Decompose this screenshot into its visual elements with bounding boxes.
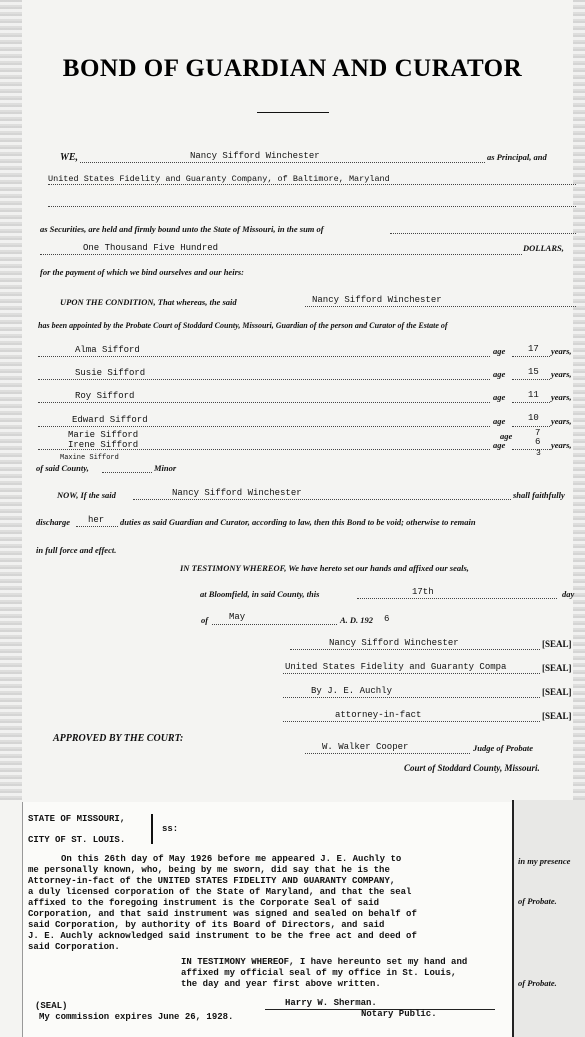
day-line [357,598,557,599]
judge-name: W. Walker Cooper [322,742,409,752]
side-note-1: in my presence [518,856,571,866]
notary-line-1: On this 26th day of May 1926 before me appeared J. E. Auchly to [61,854,402,864]
payment-clause: for the payment of which we bind ourselves and our heirs: [40,267,245,277]
notary-side-strip [512,800,585,1037]
dollars-label: DOLLARS, [523,243,564,253]
minor-line-3 [38,402,490,403]
notary-line-9: said Corporation. [28,942,120,952]
duties-clause: duties as said Guardian and Curator, according to law, then this Bond to be void; otherwise to remain [120,517,476,527]
signature-surety: United States Fidelity and Guaranty Compa [285,662,507,672]
minor-name-2: Susie Sifford [75,368,146,378]
side-note-3: of Probate. [518,978,557,988]
her-word: her [88,515,105,525]
minor-name-7: Maxine Sifford [60,454,119,462]
age-label-2: age [493,369,506,379]
notary-seal: (SEAL) [35,1001,68,1011]
minor-name-4: Edward Sifford [72,415,148,425]
notary-line-6: Corporation, and that said instrument was signed and sealed on behalf of [28,909,417,919]
minor-age-7: 3 [536,449,541,458]
years-label-4: years, [551,416,572,426]
minor-name-1: Alma Sifford [75,345,140,355]
signature-principal: Nancy Sifford Winchester [329,638,459,648]
seal-label-3: [SEAL] [542,687,572,697]
notary-ss: ss: [162,824,179,834]
seal-label-4: [SEAL] [542,711,572,721]
minor-line-1 [38,356,490,357]
age-label-4: age [493,416,506,426]
notary-line-8: J. E. Auchly acknowledged said instrument to be the free act and deed of [28,931,417,941]
age-label-1: age [493,346,506,356]
age-line-4 [512,426,550,427]
we-label: WE, [60,152,79,163]
seal-label-2: [SEAL] [542,663,572,673]
now-line [133,499,511,500]
minor-age-6: 6 [535,437,541,447]
years-label-2: years, [551,369,572,379]
discharge-label: discharge [36,517,70,527]
age-line-3 [512,402,550,403]
notary-line-7: said Corporation, by authority of its Board of Directors, and said [28,920,385,930]
appointed-clause: has been appointed by the Probate Court of Stoddard County, Missouri, Guardian of the person and Curator of the Estate of [38,321,448,330]
of-label: of [201,615,209,625]
sum-line-top [390,233,576,234]
witness-line-2: affixed my official seal of my office in St. Louis, [181,968,457,978]
of-said-county-label: of said County, [36,463,89,473]
signature-line-4 [283,721,540,722]
blank-line [48,206,576,207]
age-label-3: age [493,392,506,402]
ad-label: A. D. 192 [340,615,374,625]
testimony-clause: IN TESTIMONY WHEREOF, We have hereto set our hands and affixed our seals, [180,563,469,573]
notary-acknowledgment [22,802,513,1037]
notary-line-2: me personally known, who, being by me sworn, did say that he is the [28,865,390,875]
title-rule [257,112,329,113]
at-bloomfield-clause: at Bloomfield, in said County, this [200,589,320,599]
day-label: day [562,589,575,599]
her-line [76,526,118,527]
age-label-6: age [493,440,506,450]
month-value: May [229,612,246,622]
notary-state: STATE OF MISSOURI, [28,814,126,824]
notary-line-3: Attorney-in-fact of the UNITED STATES FIDELITY AND GUARANTY COMPANY, [28,876,396,886]
age-line-6 [512,449,550,450]
notary-line-5: affixed to the foregoing instrument is the Corporate Seal of said [28,898,380,908]
seal-label-1: [SEAL] [542,639,572,649]
signature-by: By J. E. Auchly [311,686,393,696]
minor-age-2: 15 [528,367,539,377]
now-name: Nancy Sifford Winchester [172,488,302,498]
scan-edge-left [0,0,22,800]
scan-edge-right [573,0,585,800]
approved-label: APPROVED BY THE COURT: [53,733,184,744]
minor-age-5: 7 [535,428,541,438]
month-line [212,624,337,625]
county-line [102,472,152,473]
age-line-2 [512,379,550,380]
court-label: Court of Stoddard County, Missouri. [404,763,540,773]
minor-name-3: Roy Sifford [75,391,135,401]
judge-label: Judge of Probate [473,743,533,753]
day-value: 17th [412,587,434,597]
age-label-5: age [500,431,513,441]
minor-age-3: 11 [528,390,539,400]
condition-intro: UPON THE CONDITION, That whereas, the said [60,297,237,307]
years-label-1: years, [551,346,572,356]
signature-attorney: attorney-in-fact [335,710,422,720]
securities-clause: as Securities, are held and firmly bound unto the State of Missouri, in the sum of [40,224,324,234]
witness-line-3: the day and year first above written. [181,979,381,989]
minor-label: Minor [154,463,177,473]
full-force-label: in full force and effect. [36,545,117,555]
minor-age-4: 10 [528,413,539,423]
side-note-2: of Probate. [518,896,557,906]
judge-line [305,753,470,754]
notary-name: Harry W. Sherman. [285,998,377,1008]
principal-name: Nancy Sifford Winchester [190,151,320,161]
years-label-3: years, [551,392,572,402]
year-digit: 6 [384,614,390,624]
as-principal-label: as Principal, and [487,152,547,162]
condition-name: Nancy Sifford Winchester [312,295,442,305]
age-line-1 [512,356,550,357]
minor-line-2 [38,379,490,380]
surety-line [48,184,576,185]
notary-commission: My commission expires June 26, 1928. [39,1012,234,1022]
document-title: BOND OF GUARDIAN AND CURATOR [62,55,523,82]
minor-name-5: Marie Sifford [68,430,139,440]
sum-line [40,254,522,255]
minor-name-6: Irene Sifford [68,440,139,450]
notary-title: Notary Public. [361,1009,437,1019]
sum-words: One Thousand Five Hundred [83,243,219,253]
surety-name: United States Fidelity and Guaranty Company, of Baltimore, Maryland [48,174,390,184]
now-intro: NOW, If the said [57,490,116,500]
witness-line-1: IN TESTIMONY WHEREOF, I have hereunto set my hand and [181,957,468,967]
signature-line-1 [290,649,540,650]
minor-age-1: 17 [528,344,539,354]
notary-city: CITY OF ST. LOUIS. [28,835,126,845]
signature-line-2 [283,673,540,674]
notary-line-4: a duly licensed corporation of the State of Maryland, and that the seal [28,887,412,897]
minor-line-4 [38,426,490,427]
shall-faithfully-label: shall faithfully [513,490,565,500]
signature-line-3 [283,697,540,698]
notary-bracket [151,814,153,844]
principal-line [80,162,485,163]
condition-line [305,306,576,307]
years-label-6: years, [551,440,572,450]
